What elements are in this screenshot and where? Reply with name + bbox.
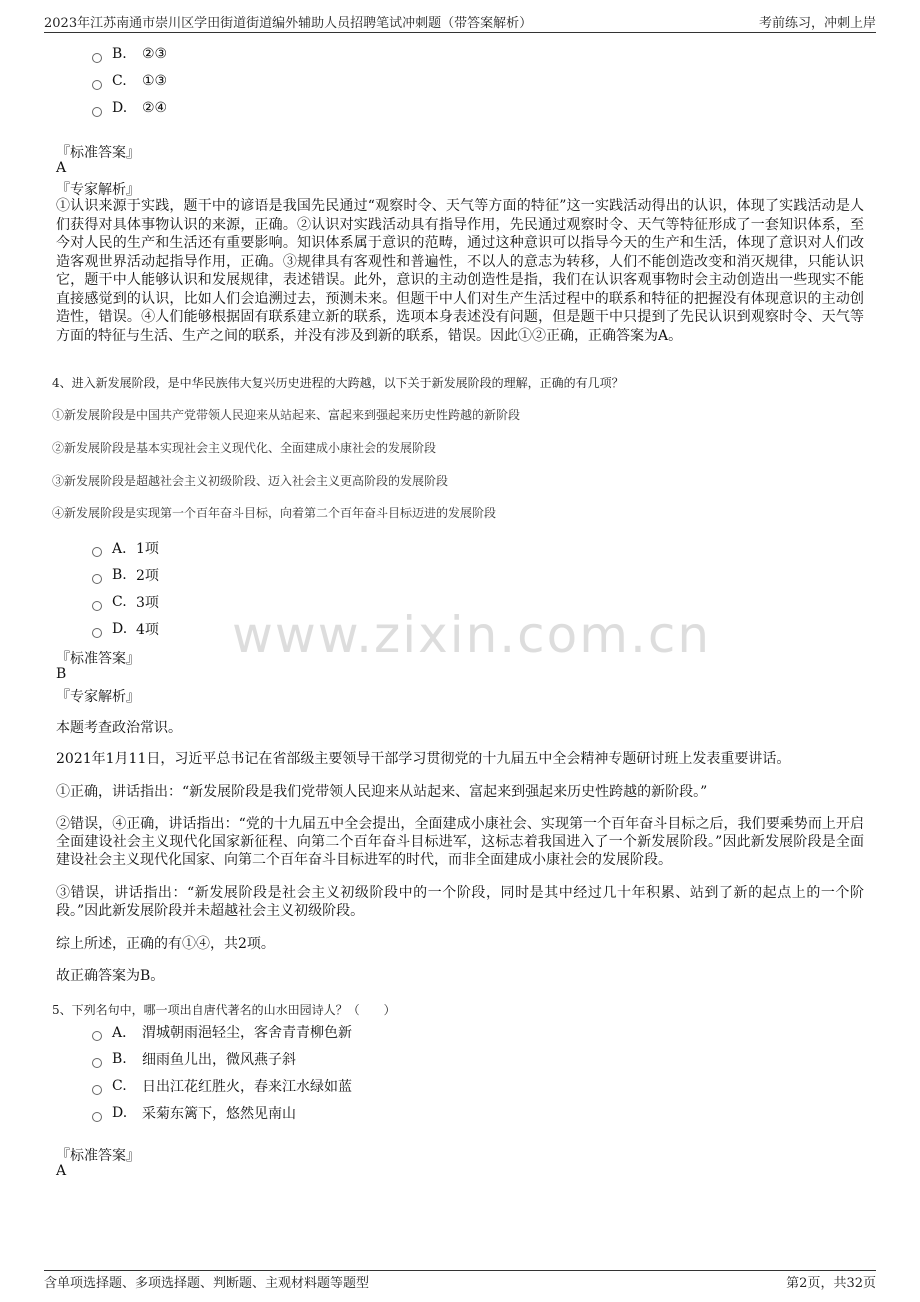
q4-standard-answer-label: 『标准答案』 (56, 651, 140, 667)
q3-answer: A (56, 160, 67, 176)
q4-option-c[interactable]: C. 3项 (92, 592, 159, 612)
q4-question: 4、进入新发展阶段，是中华民族伟大复兴历史进程的大跨越，以下关于新发展阶段的理解，正确的有几项？ (52, 376, 624, 390)
q4-statement-4: ④新发展阶段是实现第一个百年奋斗目标，向着第二个百年奋斗目标迈进的发展阶段 (52, 506, 497, 520)
q4-explanation-2: 2021年1月11日，习近平总书记在省部级主要领导干部学习贯彻党的十九届五中全会精神专题研讨班上发表重要讲话。 (56, 751, 791, 767)
radio-icon[interactable] (92, 107, 102, 117)
radio-icon[interactable] (92, 628, 102, 638)
q3-explanation: ①认识来源于实践，题干中的谚语是我国先民通过“观察时令、天气等方面的特征”这一实践活动得出的认识，体现了实践活动是人们获得对具体事物认识的来源，正确。②认识对实践活动具有指导作用，先民通过观察时令、天气等特征形成了一套知识体系，至今对人民的生产和生活还有重要影响。知识体系属于意识的范畴，通过这种意识可以指导今天的生产和生活，体现了意识对人们改造客观世界活动起指导作用，正确。③规律具有客观性和普遍性，不以人的意志为转移，人们不能创造改变和消灭规律，只能认识它，题干中人能够认识和发展规律，表述错误。此外，意识的主动创造性是指，我们在认识客观事物时会主动创造出一些现实不能直接感觉到的认识，比如人们会追溯过去，预测未来。但题干中人们对生产生活过程中的联系和特征的把握没有体现意识的主动创造性，错误。④人们能够根据固有联系建立新的联系，选项本身表述没有问题，但是题干中只提到了先民认识到观察时令、天气等方面的特征与生活、生产之间的联系，并没有涉及到新的联系，错误。因此①②正确，正确答案为A。 (56, 198, 864, 344)
q4-option-d[interactable]: D. 4项 (92, 619, 159, 639)
radio-icon[interactable] (92, 574, 102, 584)
q4-explanation-7: 故正确答案为B。 (56, 968, 165, 984)
radio-icon[interactable] (92, 53, 102, 63)
radio-icon[interactable] (92, 547, 102, 557)
q3-option-d[interactable]: D. ②④ (92, 100, 167, 116)
q3-expert-analysis-label: 『专家解析』 (56, 182, 140, 198)
radio-icon[interactable] (92, 1112, 102, 1122)
q5-standard-answer-label: 『标准答案』 (56, 1148, 140, 1164)
q5-question: 5、下列名句中，哪一项出自唐代著名的山水田园诗人？（ ） (52, 1003, 396, 1017)
q4-statement-1: ①新发展阶段是中国共产党带领人民迎来从站起来、富起来到强起来历史性跨越的新阶段 (52, 408, 521, 422)
q4-statement-2: ②新发展阶段是基本实现社会主义现代化、全面建成小康社会的发展阶段 (52, 441, 437, 455)
page-number: 第2页，共32页 (786, 1276, 876, 1291)
q3-option-c[interactable]: C. ①③ (92, 73, 167, 89)
footer-note: 含单项选择题、多项选择题、判断题、主观材料题等题型 (44, 1276, 370, 1291)
watermark: www.zixin.com.cn (232, 606, 712, 664)
q5-option-c[interactable]: C. 日出江花红胜火，春来江水绿如蓝 (92, 1076, 352, 1096)
q4-explanation-5: ③错误，讲话指出：“新发展阶段是社会主义初级阶段中的一个阶段，同时是其中经过几十年积累、站到了新的起点上的一个阶段。”因此新发展阶段并未超越社会主义初级阶段。 (56, 885, 864, 919)
q4-explanation-4: ②错误，④正确，讲话指出：“党的十九届五中全会提出，全面建成小康社会、实现第一个百年奋斗目标之后，我们要乘势而上开启全面建设社会主义现代化国家新征程、向第二个百年奋斗目标进军，这标志着我国进入了一个新发展阶段。”因此新发展阶段是全面建设社会主义现代化国家、向第二个百年奋斗目标进军的时代，而非全面建成小康社会的发展阶段。 (56, 816, 864, 868)
q4-statement-3: ③新发展阶段是超越社会主义初级阶段、迈入社会主义更高阶段的发展阶段 (52, 474, 449, 488)
radio-icon[interactable] (92, 601, 102, 611)
q4-option-a[interactable]: A． 1项 (92, 538, 159, 558)
header-slogan: 考前练习，冲刺上岸 (758, 16, 876, 31)
q4-option-b[interactable]: B. 2项 (92, 565, 159, 585)
footer-divider (44, 1270, 876, 1271)
radio-icon[interactable] (92, 1058, 102, 1068)
q4-explanation-6: 综上所述，正确的有①④，共2项。 (56, 936, 275, 952)
radio-icon[interactable] (92, 1031, 102, 1041)
q4-explanation-3: ①正确，讲话指出：“新发展阶段是我们党带领人民迎来从站起来、富起来到强起来历史性跨越的新阶段。” (56, 784, 708, 800)
q5-option-d[interactable]: D. 采菊东篱下，悠然见南山 (92, 1103, 296, 1123)
header-divider (44, 32, 876, 33)
q3-option-b[interactable]: B. ②③ (92, 46, 167, 62)
document-title: 2023年江苏南通市崇川区学田街道街道编外辅助人员招聘笔试冲刺题（带答案解析） (44, 16, 533, 31)
radio-icon[interactable] (92, 1085, 102, 1095)
q5-option-b[interactable]: B. 细雨鱼儿出，微风燕子斜 (92, 1049, 296, 1069)
q4-explanation-1: 本题考查政治常识。 (56, 720, 182, 736)
q4-expert-analysis-label: 『专家解析』 (56, 689, 140, 705)
q5-option-a[interactable]: A． 渭城朝雨浥轻尘，客舍青青柳色新 (92, 1022, 352, 1042)
q5-answer: A (56, 1163, 67, 1179)
q4-answer: B (56, 666, 67, 682)
radio-icon[interactable] (92, 80, 102, 90)
q3-standard-answer-label: 『标准答案』 (56, 145, 140, 161)
